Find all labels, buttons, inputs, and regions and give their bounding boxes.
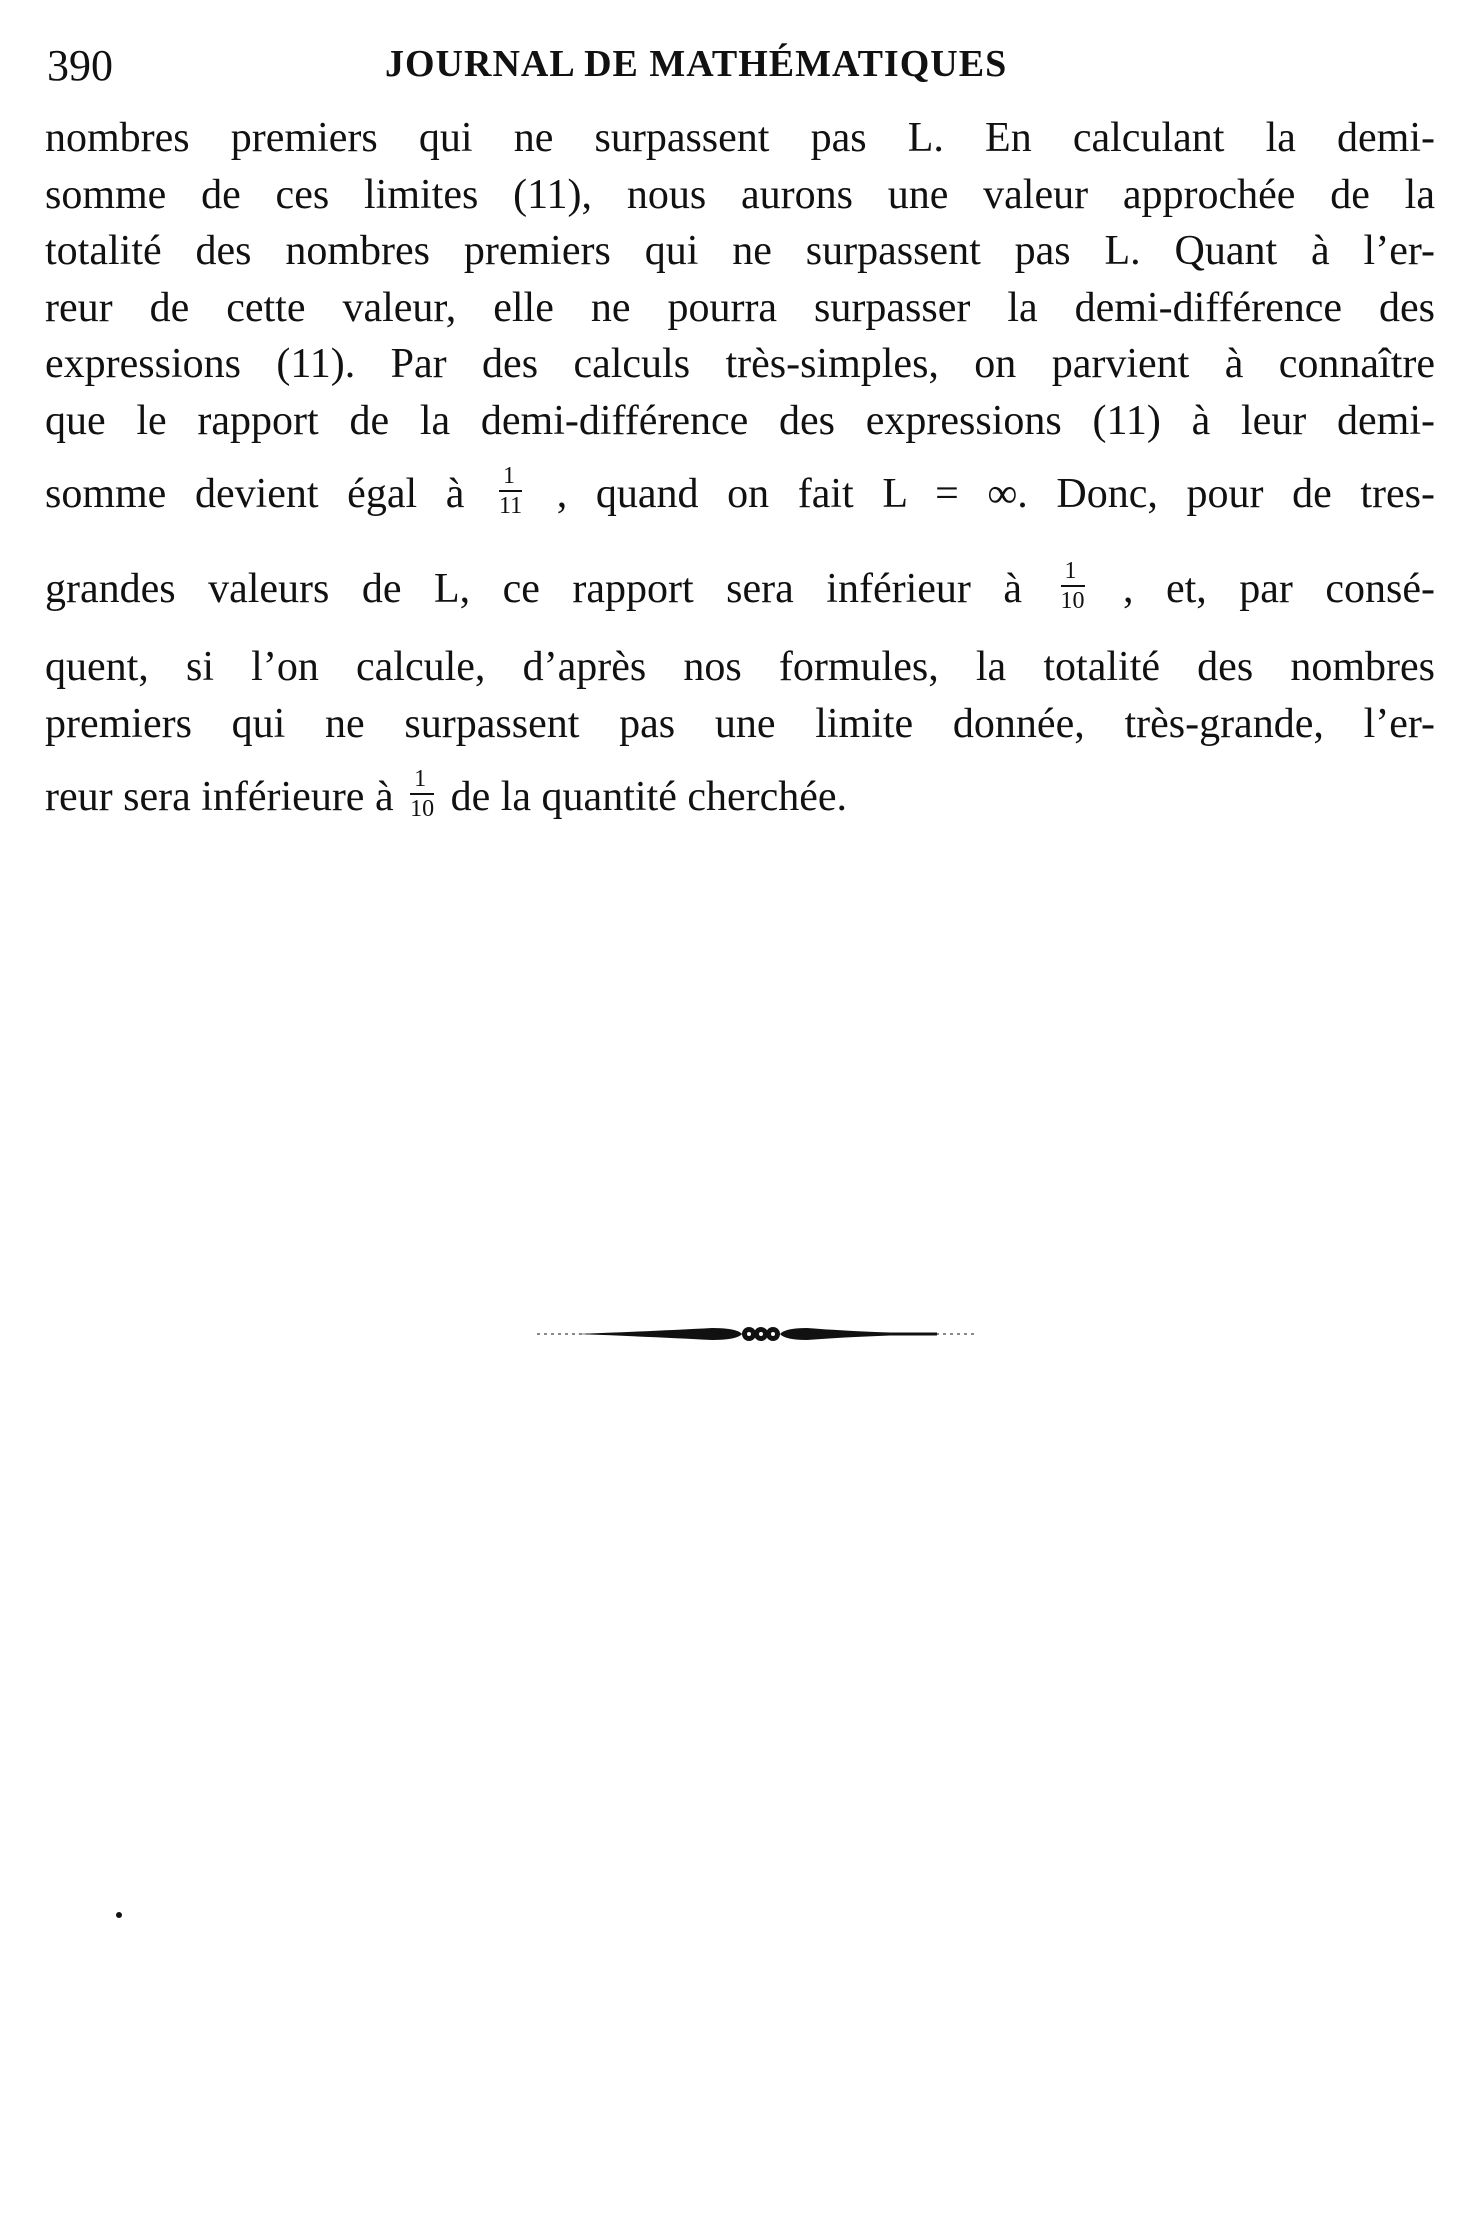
fraction-numerator: 1: [1061, 559, 1085, 587]
fraction-1-10: [410, 767, 434, 821]
text-segment: , quand on fait L = ∞. Donc, pour de tres-: [556, 471, 1436, 517]
stray-dot-mark: [116, 1912, 122, 1918]
page-number: 390: [47, 41, 113, 90]
running-title: JOURNAL DE MATHÉMATIQUES: [385, 43, 1008, 85]
fraction-denominator: 11: [499, 493, 523, 520]
text-line-with-fraction: [45, 539, 1435, 639]
fraction-numerator: 1: [499, 464, 522, 492]
text-segment: , et, par consé-: [1123, 566, 1436, 612]
fraction-denominator: 10: [410, 796, 435, 823]
text-line: expressions (11). Par des calculs très-simples, on parvient à connaître: [45, 341, 1435, 387]
text-segment: grandes valeurs de L, ce rapport sera inférieur à: [45, 566, 1022, 612]
text-segment: de la quantité cherchée.: [450, 774, 848, 820]
text-segment: somme devient égal à: [45, 471, 465, 517]
text-line-with-fraction: [45, 752, 1435, 842]
text-segment: reur sera inférieure à: [45, 774, 394, 820]
ornament-divider-icon: [537, 1322, 977, 1346]
text-line: que le rapport de la demi-différence des expressions (11) à leur demi-: [45, 397, 1435, 444]
text-line: premiers qui ne surpassent pas une limite donnée, très-grande, l’er-: [45, 700, 1435, 747]
text-line: nombres premiers qui ne surpassent pas L. En calculant la demi-: [45, 115, 1435, 161]
fraction-1-10: [1061, 559, 1085, 613]
text-line: somme de ces limites (11), nous aurons une valeur approchée de la: [45, 171, 1435, 218]
text-line: reur de cette valeur, elle ne pourra surpasser la demi-différence des: [45, 284, 1435, 331]
fraction-denominator: 10: [1060, 588, 1085, 615]
body-paragraph: [45, 110, 1435, 842]
text-line-with-fraction: [45, 449, 1435, 539]
text-line: totalité des nombres premiers qui ne surpassent pas L. Quant à l’er-: [45, 228, 1435, 274]
fraction-numerator: 1: [410, 767, 434, 795]
text-line: quent, si l’on calcule, d’après nos formules, la totalité des nombres: [45, 644, 1435, 690]
fraction-1-11: [499, 464, 522, 518]
page-header: [45, 30, 1435, 90]
